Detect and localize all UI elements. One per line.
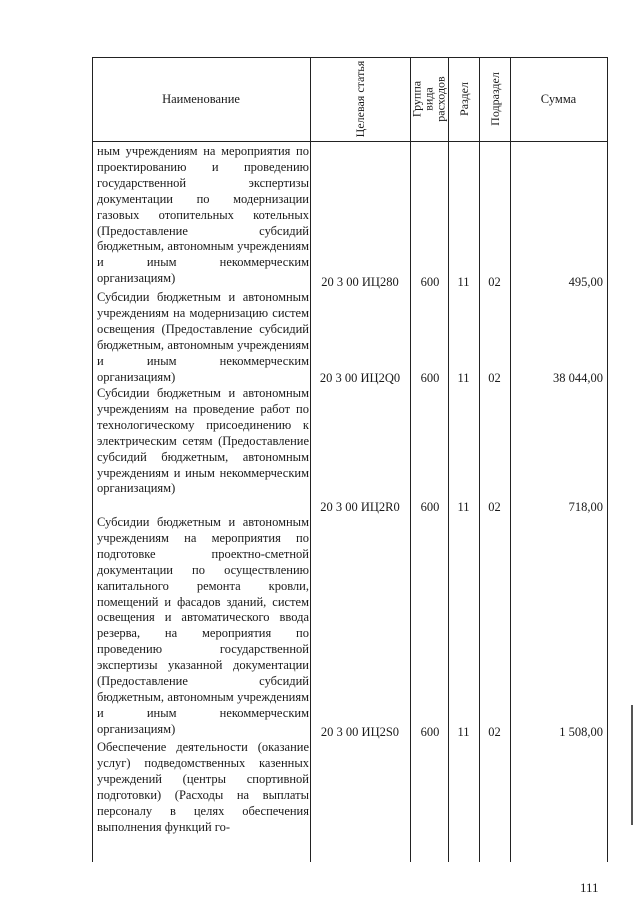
row-expense-group: 600 [420, 500, 440, 514]
table-right-border [607, 57, 608, 862]
header-section [448, 57, 479, 141]
header-sum [510, 57, 607, 141]
row-sum: 1 508,00 [559, 725, 603, 739]
row-target-article: 20 3 00 ИЦ2S0 [320, 725, 400, 739]
row-sum: 495,00 [568, 275, 603, 289]
header-bottom-border [92, 141, 608, 142]
col-divider [410, 57, 411, 862]
row-expense-group: 600 [420, 371, 440, 385]
header-subsection-label: Подраздел [487, 72, 502, 126]
header-name [92, 57, 310, 141]
header-expense-group [410, 57, 448, 141]
row-target-article: 20 3 00 ИЦ2Q0 [319, 371, 401, 385]
col-divider [448, 57, 449, 862]
row-sum: 38 044,00 [553, 371, 603, 385]
row-expense-group: 600 [420, 725, 440, 739]
row-name-text: Субсидии бюджетным и автономным учреждениям на мероприятия по подготовке проектно-сметной документации по осуществлению капитального ремонта кровли, помещений и фасадов зданий, систем освещения и автоматического ввода резерва, на мероприятия по проведению государственной экспертизы указанной документации (Предоставление субсидий бюджетным, автономным учреждениям и иным некоммерческим организациям) [97, 515, 309, 736]
table-row-name [97, 740, 309, 835]
table-row-name [97, 144, 309, 287]
row-section: 11 [457, 725, 470, 739]
header-expense-group-label: Группа вида расходов [410, 76, 448, 122]
header-target-article-label: Целевая статья [353, 60, 367, 138]
row-name-text: Субсидии бюджетным и автономным учреждениям на модернизацию систем освещения (Предоставление субсидий бюджетным, автономным учреждениям и иным некоммерческим организациям) [97, 290, 309, 384]
table-row-name [97, 515, 309, 738]
col-divider [310, 57, 311, 862]
header-subsection [479, 57, 510, 141]
table-row-name [97, 290, 309, 385]
row-subsection: 02 [488, 275, 501, 289]
row-section: 11 [457, 371, 470, 385]
header-section-label: Раздел [456, 82, 471, 116]
header-name-label: Наименование [162, 91, 240, 106]
row-subsection: 02 [488, 371, 501, 385]
row-expense-group: 600 [420, 275, 440, 289]
table-left-border [92, 57, 93, 862]
row-name-text: Субсидии бюджетным и автономным учреждениям на проведение работ по технологическому присоединению к электрическим сетям (Предоставление субсидий бюджетным, автономным учреждениям и иным некоммерческим организациям) [97, 386, 309, 496]
page-number: 111 [580, 880, 599, 895]
col-divider [510, 57, 511, 862]
row-name-text: Обеспечение деятельности (оказание услуг) подведомственных казенных учреждений (центры спортивной подготовки) (Расходы на выплаты персоналу в целях обеспечения выполнения функций го- [97, 740, 309, 834]
row-name-text: ным учреждениям на мероприятия по проектированию и проведению государственной экспертизы документации по модернизации газовых отопительных котельных (Предоставление субсидий бюджетным, автономным учреждениям и иным некоммерческим организациям) [97, 144, 309, 286]
row-target-article: 20 3 00 ИЦ280 [321, 275, 399, 289]
row-section: 11 [457, 275, 470, 289]
row-sum: 718,00 [568, 500, 603, 514]
scan-edge-mark [631, 705, 633, 825]
col-divider [479, 57, 480, 862]
table-row-name [97, 386, 309, 497]
row-section: 11 [457, 500, 470, 514]
row-target-article: 20 3 00 ИЦ2R0 [320, 500, 400, 514]
row-subsection: 02 [488, 725, 501, 739]
row-subsection: 02 [488, 500, 501, 514]
header-target-article [310, 57, 410, 141]
header-sum-label: Сумма [540, 91, 577, 106]
